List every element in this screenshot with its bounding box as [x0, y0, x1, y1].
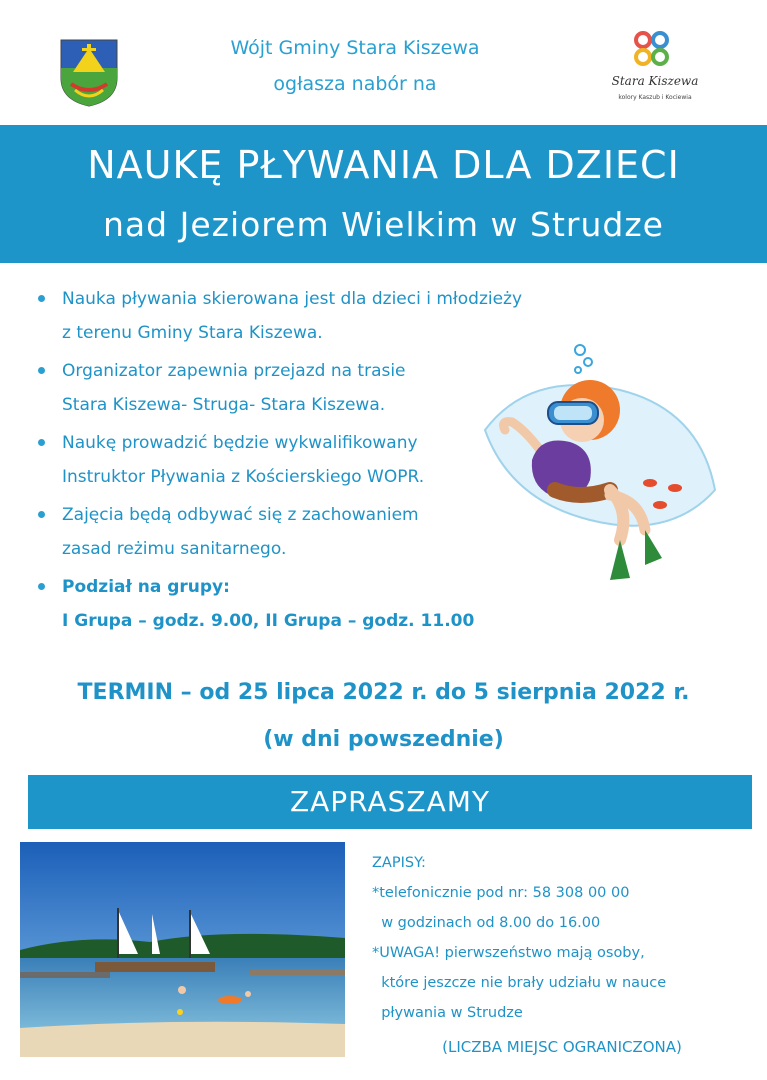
- header-text: [190, 30, 520, 102]
- signup-phone: *telefonicznie pod nr: 58 308 00 00: [372, 885, 630, 901]
- stara-kiszewa-logo: [600, 30, 710, 110]
- list-item-line: I Grupa – godz. 9.00, II Grupa – godz. 11.00: [62, 611, 475, 631]
- coat-of-arms-icon: [59, 38, 119, 108]
- list-item-line: z terenu Gminy Stara Kiszewa.: [62, 323, 323, 343]
- signup-note-line: *UWAGA! pierwszeństwo mają osoby,: [372, 945, 645, 961]
- swimming-child-illustration: [470, 340, 720, 585]
- list-item-line: Instruktor Pływania z Kościerskiego WOPR.: [62, 467, 425, 487]
- list-item-line: Nauka pływania skierowana jest dla dzieci i młodzieży: [62, 289, 523, 309]
- logo-flower-icon: [600, 30, 710, 72]
- list-item-line: Stara Kiszewa- Struga- Stara Kiszewa.: [62, 395, 386, 415]
- logo-name: Stara Kiszewa: [611, 74, 699, 88]
- list-item-line: Zajęcia będą odbywać się z zachowaniem: [62, 505, 419, 525]
- signup-hours: w godzinach od 8.00 do 16.00: [372, 915, 601, 931]
- title-banner: [0, 125, 767, 263]
- limited-places-note: (LICZBA MIEJSC OGRANICZONA): [442, 1038, 682, 1056]
- header-line-1: Wójt Gminy Stara Kiszewa: [230, 37, 480, 59]
- banner-subtitle: nad Jeziorem Wielkim w Strudze: [103, 205, 664, 244]
- signup-note-line: które jeszcze nie brały udziału w nauce: [372, 975, 667, 991]
- list-item-line: Naukę prowadzić będzie wykwalifikowany: [62, 433, 418, 453]
- banner-title: NAUKĘ PŁYWANIA DLA DZIECI: [87, 143, 680, 187]
- lake-photo: [20, 842, 345, 1057]
- logo-tagline: kolory Kaszub i Kociewia: [618, 94, 692, 101]
- termin-note: (w dni powszednie): [263, 727, 504, 752]
- signup-note-line: pływania w Strudze: [372, 1005, 523, 1021]
- header: [0, 0, 767, 125]
- list-item-line: Podział na grupy:: [62, 577, 230, 597]
- signup-info: [372, 848, 752, 1028]
- invite-banner: ZAPRASZAMY: [28, 775, 752, 829]
- header-line-2: ogłasza nabór na: [273, 73, 437, 95]
- termin-dates: TERMIN – od 25 lipca 2022 r. do 5 sierpnia 2022 r.: [77, 680, 690, 705]
- signup-title: ZAPISY:: [372, 855, 426, 871]
- list-item-line: Organizator zapewnia przejazd na trasie: [62, 361, 406, 381]
- list-item-line: zasad reżimu sanitarnego.: [62, 539, 287, 559]
